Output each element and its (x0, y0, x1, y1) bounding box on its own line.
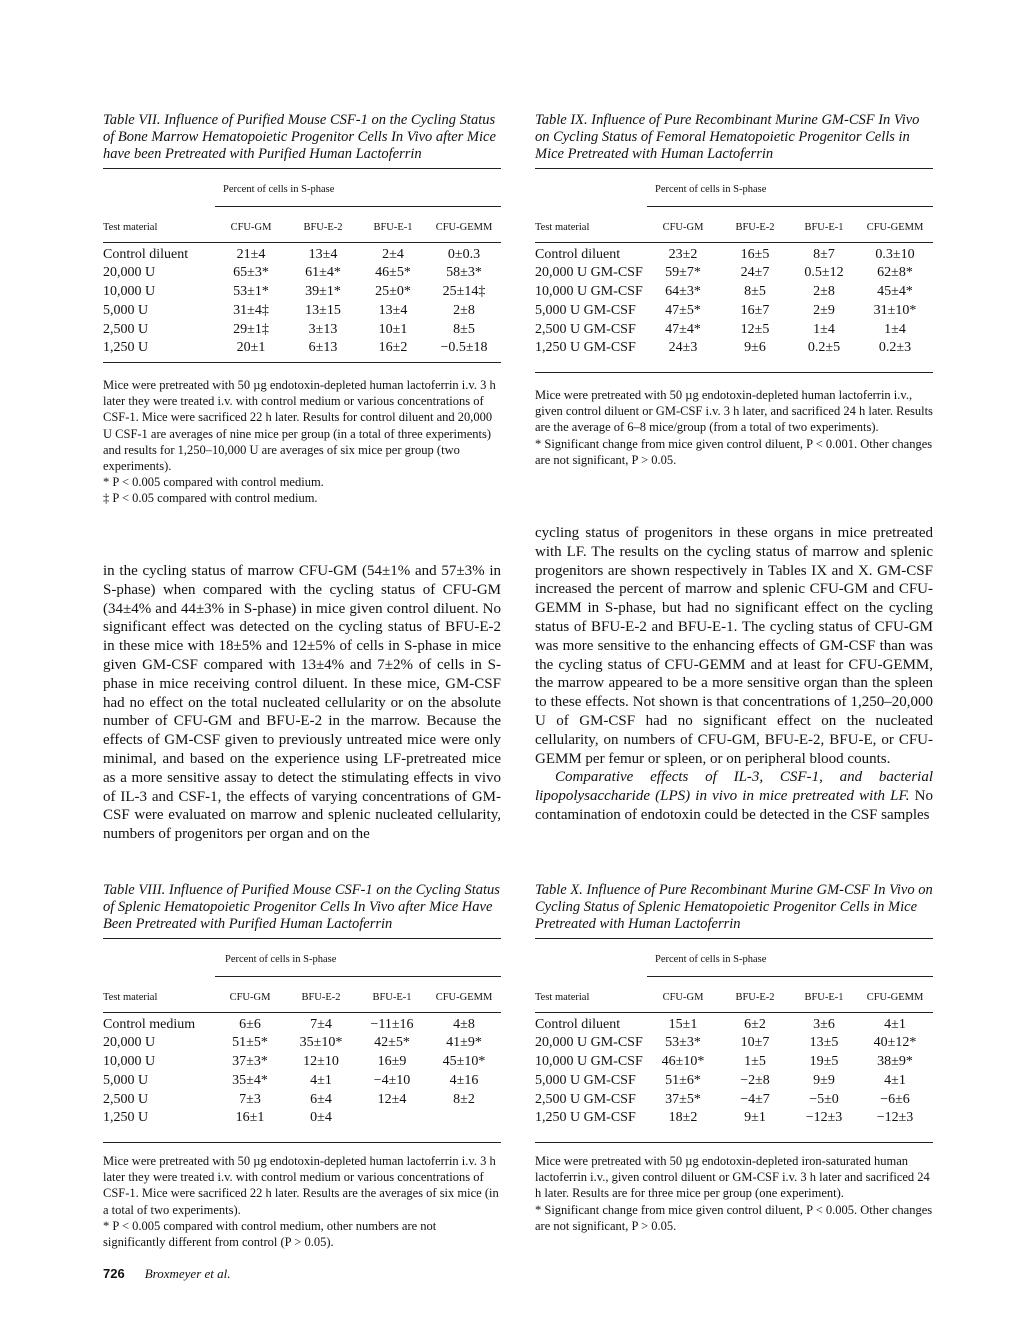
table-cell: 31±10* (873, 302, 917, 318)
table-cell: 0±0.3 (447, 246, 481, 262)
table-row (103, 246, 501, 265)
row-label: Control diluent (103, 246, 189, 262)
table-cell: 9±9 (813, 1072, 835, 1088)
table-cell: 13±5 (809, 1035, 839, 1051)
table-note: Mice were pretreated with 50 µg endotoxin-depleted human lactoferrin i.v. 3 h later they were treated i.v. with control medium or various concentrations of CSF-1. Mice were sacrificed 22 h later. Results are the averages of six mice (in a total of two experiments). (103, 1153, 499, 1217)
table-cell: 6±13 (308, 340, 338, 356)
table-row (103, 302, 501, 321)
table-cell: 3±13 (308, 321, 338, 337)
row-label: 10,000 U (103, 284, 156, 300)
paragraph (535, 768, 933, 824)
table-cell: 51±5* (232, 1035, 268, 1051)
table-vii-notes (103, 377, 501, 507)
table-cell: 2±8 (453, 302, 475, 318)
table-cell: 16±5 (740, 246, 770, 262)
table-cell: 9±1 (744, 1110, 766, 1126)
table-cell: 25±14‡ (442, 284, 486, 300)
row-label: 5,000 U GM-CSF (535, 302, 636, 318)
table-row (535, 283, 933, 302)
table-cell: 13±4 (378, 302, 408, 318)
table-cell: 46±10* (661, 1054, 705, 1070)
table-cell: 53±3* (665, 1035, 701, 1051)
table-cell: 38±9* (877, 1054, 913, 1070)
table-cell: 4±1 (310, 1072, 332, 1088)
row-label: 1,250 U GM-CSF (535, 1110, 636, 1126)
table-cell: 1±5 (744, 1054, 766, 1070)
table-row (103, 1034, 501, 1053)
table-cell: 2±8 (813, 284, 835, 300)
table-note: Mice were pretreated with 50 µg endotoxin-depleted human lactoferrin i.v., given control diluent or GM-CSF i.v. 3 h later, and sacrificed 24 h later. Results are the average of 6–8 mice/group (from a total of two experiments). (535, 387, 933, 435)
table-cell: −4±10 (373, 1072, 411, 1088)
table-cell: 6±4 (310, 1091, 332, 1107)
row-label: Control diluent (535, 246, 621, 262)
table-cell: 12±10 (303, 1054, 339, 1070)
column-header: Test material (103, 992, 158, 1004)
table-row (103, 1109, 501, 1128)
table-cell: 4±16 (449, 1072, 479, 1088)
page-number: 726 (103, 1266, 125, 1281)
table-cell: 65±3* (233, 265, 269, 281)
table-cell: 6±2 (744, 1016, 766, 1032)
table-ix-caption: Table IX. Influence of Pure Recombinant Murine GM-CSF In Vivo on Cycling Status of Femoral Hematopoietic Progenitor Cells in Mice Pretreated with Human Lactoferrin (535, 112, 920, 162)
table-x (535, 882, 933, 1234)
table-cell: 16±2 (378, 340, 408, 356)
table-cell: 8±5 (453, 321, 475, 337)
table-row (103, 1016, 501, 1035)
table-cell: 24±3 (668, 340, 698, 356)
table-ix-grid (535, 169, 933, 358)
table-note: * Significant change from mice given control diluent, P < 0.001. Other changes are not significant, P > 0.05. (535, 436, 933, 467)
row-label: 1,250 U (103, 340, 149, 356)
table-cell: −11±16 (370, 1016, 414, 1032)
table-cell: 19±5 (809, 1054, 839, 1070)
table-ix-body (535, 246, 933, 358)
table-cell: 7±4 (310, 1016, 332, 1032)
table-cell: 21±4 (236, 246, 266, 262)
table-viii (103, 882, 501, 1250)
row-label: 5,000 U (103, 1072, 149, 1088)
table-cell: 8±2 (453, 1091, 475, 1107)
body-text-right (535, 524, 933, 825)
table-cell: 46±5* (375, 265, 411, 281)
table-x-body (535, 1016, 933, 1128)
table-viii-grid (103, 939, 501, 1128)
table-cell: 1±4 (813, 321, 835, 337)
table-cell: 0±4 (310, 1110, 332, 1126)
table-cell: 18±2 (668, 1110, 698, 1126)
table-cell: −12±3 (805, 1110, 843, 1126)
column-header: CFU-GM (229, 992, 271, 1004)
row-label: 10,000 U GM-CSF (535, 284, 643, 300)
table-note: * Significant change from mice given control diluent, P < 0.005. Other changes are not significant, P > 0.05. (535, 1202, 933, 1233)
column-header: BFU-E-2 (301, 992, 341, 1004)
table-cell: −12±3 (876, 1110, 914, 1126)
table-cell (357, 1109, 427, 1128)
table-row (535, 246, 933, 265)
table-row (103, 1072, 501, 1091)
table-x-grid (535, 939, 933, 1128)
table-cell: 16±7 (740, 302, 770, 318)
row-label: 5,000 U GM-CSF (535, 1072, 636, 1088)
table-cell: 64±3* (665, 284, 701, 300)
row-label: 20,000 U (103, 265, 156, 281)
table-note: ‡ P < 0.05 compared with control medium. (103, 491, 318, 506)
column-header: Test material (535, 992, 590, 1004)
row-label: 2,500 U (103, 321, 149, 337)
table-cell: 24±7 (740, 265, 770, 281)
column-header: CFU-GEMM (435, 222, 493, 234)
table-cell: 58±3* (446, 265, 482, 281)
table-vii-body (103, 246, 501, 358)
table-cell: 37±3* (232, 1054, 268, 1070)
column-header: CFU-GM (662, 222, 704, 234)
table-row (535, 1034, 933, 1053)
table-note: * P < 0.005 compared with control medium, other numbers are not significantly different from control (P > 0.05). (103, 1218, 437, 1249)
table-cell: 53±1* (233, 284, 269, 300)
table-cell: 8±7 (813, 246, 835, 262)
table-cell: 2±4 (382, 246, 404, 262)
table-cell: 62±8* (877, 265, 913, 281)
table-cell: 7±3 (239, 1091, 261, 1107)
table-vii-caption: Table VII. Influence of Purified Mouse CSF-1 on the Cycling Status of Bone Marrow Hematopoietic Progenitor Cells In Vivo after Mice have been Pretreated with Purified Human Lactoferrin (103, 112, 496, 162)
row-label: 5,000 U (103, 302, 149, 318)
table-row (535, 321, 933, 340)
table-cell: 45±4* (877, 284, 913, 300)
table-cell: 35±4* (232, 1072, 268, 1088)
table-cell: 13±4 (308, 246, 338, 262)
row-label: 2,500 U (103, 1091, 149, 1107)
column-header: CFU-GEMM (866, 222, 924, 234)
table-cell: 61±4* (305, 265, 341, 281)
column-header: BFU-E-1 (372, 992, 412, 1004)
table-cell: 37±5* (665, 1091, 701, 1107)
row-label: 2,500 U GM-CSF (535, 321, 636, 337)
table-cell: 13±15 (305, 302, 341, 318)
table-x-notes (535, 1153, 933, 1234)
table-cell: 42±5* (374, 1035, 410, 1051)
table-viii-notes (103, 1153, 501, 1250)
table-cell: 29±1‡ (233, 321, 269, 337)
table-cell: 0.3±10 (875, 246, 915, 262)
table-row (103, 321, 501, 340)
table-row (535, 1072, 933, 1091)
table-row (535, 1016, 933, 1035)
column-header: Test material (535, 222, 590, 234)
row-label: 20,000 U GM-CSF (535, 265, 643, 281)
section-heading: Comparative effects of IL-3, CSF-1, and bacterial lipopolysaccharide (LPS) in vivo in mice pretreated with LF. (535, 769, 933, 805)
row-label: 2,500 U GM-CSF (535, 1091, 636, 1107)
table-cell: 16±1 (235, 1110, 265, 1126)
row-label: 1,250 U (103, 1110, 149, 1126)
table-cell: 8±5 (744, 284, 766, 300)
table-cell: 2±9 (813, 302, 835, 318)
table-cell: 0.2±3 (878, 340, 912, 356)
table-cell: 40±12* (873, 1035, 917, 1051)
table-cell: 6±6 (239, 1016, 261, 1032)
table-cell: 41±9* (446, 1035, 482, 1051)
table-row (535, 339, 933, 358)
table-row (103, 283, 501, 302)
table-cell: 35±10* (299, 1035, 343, 1051)
table-cell: 10±1 (378, 321, 408, 337)
column-header: BFU-E-2 (303, 222, 343, 234)
table-cell: 4±1 (884, 1072, 906, 1088)
column-header: BFU-E-1 (373, 222, 413, 234)
row-label: 1,250 U GM-CSF (535, 340, 636, 356)
table-cell: 39±1* (305, 284, 341, 300)
table-ix-notes (535, 387, 933, 468)
table-cell: 12±5 (740, 321, 770, 337)
table-ix-span-header: Percent of cells in S-phase (655, 184, 767, 195)
table-note: * P < 0.005 compared with control medium. (103, 475, 324, 490)
table-row (535, 1109, 933, 1128)
table-cell: −2±8 (740, 1072, 770, 1088)
table-cell: 23±2 (668, 246, 698, 262)
table-cell: 16±9 (377, 1054, 407, 1070)
column-header: BFU-E-2 (735, 992, 775, 1004)
table-cell: 12±4 (377, 1091, 407, 1107)
table-cell: 59±7* (665, 265, 701, 281)
table-viii-caption: Table VIII. Influence of Purified Mouse CSF-1 on the Cycling Status of Splenic Hematopoietic Progenitor Cells In Vivo after Mice Have Been Pretreated with Purified Human Lactoferrin (103, 882, 500, 932)
table-cell: 31±4‡ (233, 302, 269, 318)
row-label: 10,000 U GM-CSF (535, 1054, 643, 1070)
paragraph: cycling status of progenitors in these organs in mice pretreated with LF. The results on the cycling status of marrow and splenic progenitors are shown respectively in Tables IX and X. GM-CSF increased the percent of marrow and splenic CFU-GM and CFU-GEMM in S-phase, but had no significant effect on the cycling status of BFU-E-2 and BFU-E-1. The cycling status of CFU-GM was more sensitive to the enhancing effects of GM-CSF than was the cycling status of CFU-GEMM and at least for CFU-GEMM, the marrow appeared to be a more sensitive organ than the spleen to these effects. Not shown is that concentrations of 1,250–20,000 U of GM-CSF had no significant effect on the nucleated cellularity, on numbers of CFU-GM, BFU-E-2, BFU-E, or CFU-GEMM per femur or spleen, or on peripheral blood counts. (535, 525, 933, 767)
table-viii-span-header: Percent of cells in S-phase (225, 954, 337, 965)
running-authors: Broxmeyer et al. (144, 1266, 231, 1281)
column-header: BFU-E-1 (804, 992, 844, 1004)
table-cell: 20±1 (236, 340, 266, 356)
table-cell: 45±10* (442, 1054, 486, 1070)
column-header: CFU-GM (662, 992, 704, 1004)
table-vii-grid (103, 169, 501, 358)
body-text-left (103, 562, 501, 844)
table-note: Mice were pretreated with 50 µg endotoxin-depleted human lactoferrin i.v. 3 h later they were treated i.v. with control medium or various concentrations of CSF-1. Mice were sacrificed 22 h later. Results for control diluent and 20,000 U CSF-1 are averages of nine mice per group (in a total of three experiments) and results for 1,250–10,000 U are averages of six mice per group (two experiments). (103, 377, 496, 473)
row-label: 10,000 U (103, 1054, 156, 1070)
paragraph-text: No contamination of endotoxin could be detected in the CSF samples (535, 788, 933, 823)
table-cell: 3±6 (813, 1016, 835, 1032)
table-cell: 9±6 (744, 340, 766, 356)
table-row (103, 1053, 501, 1072)
table-cell: 10±7 (740, 1035, 770, 1051)
table-cell: 0.5±12 (804, 265, 844, 281)
row-label: 20,000 U GM-CSF (535, 1035, 643, 1051)
table-cell: −4±7 (740, 1091, 770, 1107)
table-cell: −6±6 (880, 1091, 910, 1107)
table-note: Mice were pretreated with 50 µg endotoxin-depleted iron-saturated human lactoferrin i.v., given control diluent or GM-CSF i.v. 3 h later and sacrificed 24 h later. Results are for three mice per group (one experiment). (535, 1153, 930, 1201)
row-label: Control diluent (535, 1016, 621, 1032)
column-header: CFU-GEMM (435, 992, 493, 1004)
column-header: BFU-E-2 (735, 222, 775, 234)
table-viii-body (103, 1016, 501, 1128)
table-cell: 0.2±5 (807, 340, 841, 356)
table-cell: 4±1 (884, 1016, 906, 1032)
table-ix (535, 112, 933, 468)
table-cell: 47±5* (665, 302, 701, 318)
column-header: CFU-GEMM (866, 992, 924, 1004)
table-row (535, 1053, 933, 1072)
table-row (103, 339, 501, 358)
table-x-span-header: Percent of cells in S-phase (655, 954, 767, 965)
table-cell: 51±6* (665, 1072, 701, 1088)
paragraph: in the cycling status of marrow CFU-GM (54±1% and 57±3% in S-phase) when compared with the cycling status of CFU-GM (34±4% and 44±3% in S-phase) in mice given control diluent. No significant effect was detected on the cycling status of BFU-E-2 in these mice with 18±5% and 12±5% of cells in S-phase in mice given GM-CSF compared with 13±4% and 7±2% of cells in S-phase in mice receiving control diluent. In these mice, GM-CSF had no effect on the total nucleated cellularity or on the absolute number of CFU-GM and BFU-E-2 in the marrow. Because the effects of GM-CSF given to previously untreated mice were only minimal, and based on the experience using LF-pretreated mice as a more sensitive assay to detect the stimulating effects in vivo of IL-3 and CSF-1, the effects of varying concentrations of GM-CSF were evaluated on marrow and splenic nucleated cellularity, numbers of progenitors per organ and on the (103, 563, 501, 843)
column-header: BFU-E-1 (804, 222, 844, 234)
table-cell: 15±1 (668, 1016, 698, 1032)
table-cell: 1±4 (884, 321, 906, 337)
table-cell: 25±0* (375, 284, 411, 300)
table-cell: 47±4* (665, 321, 701, 337)
table-cell: 4±8 (453, 1016, 475, 1032)
table-row (103, 1091, 501, 1110)
column-header: CFU-GM (230, 222, 272, 234)
table-cell: −0.5±18 (440, 340, 488, 356)
table-row (103, 264, 501, 283)
table-cell (427, 1109, 501, 1128)
row-label: Control medium (103, 1016, 196, 1032)
table-row (535, 264, 933, 283)
row-label: 20,000 U (103, 1035, 156, 1051)
table-cell: −5±0 (809, 1091, 839, 1107)
column-header: Test material (103, 222, 158, 234)
table-row (535, 1091, 933, 1110)
table-vii-span-header: Percent of cells in S-phase (223, 184, 335, 195)
table-vii (103, 112, 501, 507)
page-footer (103, 1266, 231, 1282)
table-x-caption: Table X. Influence of Pure Recombinant Murine GM-CSF In Vivo on Cycling Status of Splenic Hematopoietic Progenitor Cells in Mice Pretreated with Human Lactoferrin (535, 882, 933, 932)
table-row (535, 302, 933, 321)
